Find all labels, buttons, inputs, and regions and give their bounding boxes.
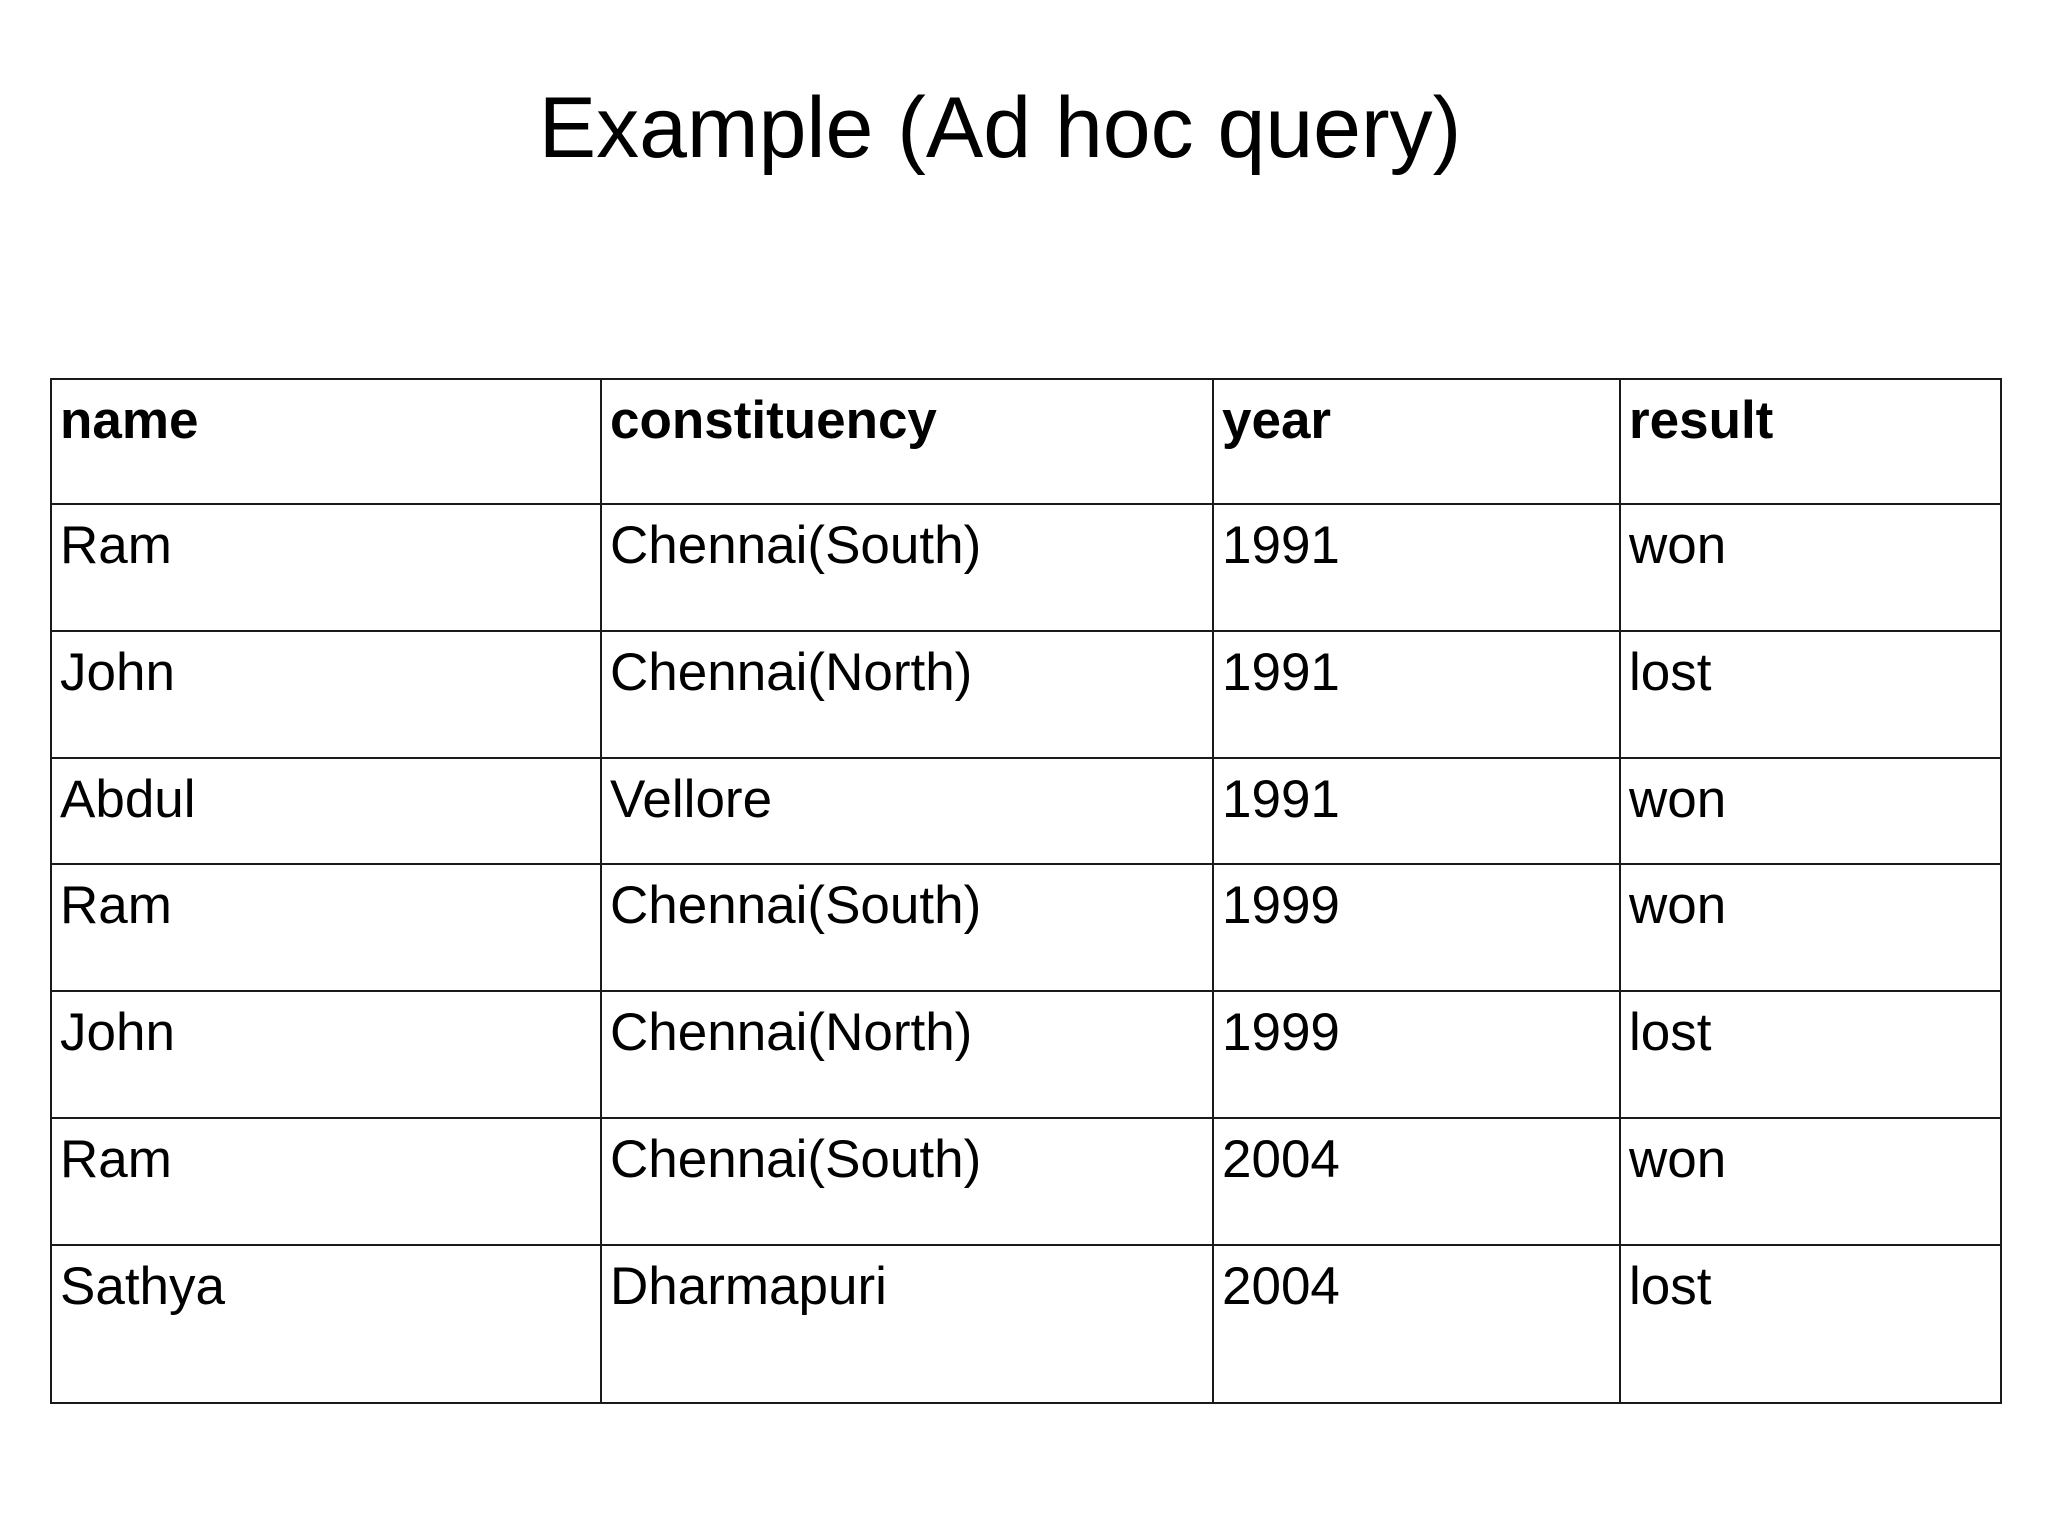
cell-result: won <box>1620 1118 2001 1245</box>
table-row <box>51 1245 2001 1403</box>
table-header-row <box>51 379 2001 504</box>
cell-year: 1991 <box>1213 504 1620 631</box>
cell-name: Ram <box>51 1118 601 1245</box>
cell-year: 1991 <box>1213 631 1620 758</box>
cell-result: lost <box>1620 631 2001 758</box>
table-row <box>51 991 2001 1118</box>
cell-result: won <box>1620 504 2001 631</box>
election-results-table <box>50 378 2002 1404</box>
table-row <box>51 504 2001 631</box>
cell-name: Sathya <box>51 1245 601 1403</box>
cell-year: 2004 <box>1213 1118 1620 1245</box>
cell-result: won <box>1620 758 2001 864</box>
cell-name: John <box>51 631 601 758</box>
column-header-constituency: constituency <box>601 379 1213 504</box>
table-row <box>51 864 2001 991</box>
cell-result: won <box>1620 864 2001 991</box>
cell-result: lost <box>1620 991 2001 1118</box>
slide-title: Example (Ad hoc query) <box>538 80 1462 176</box>
cell-constituency: Dharmapuri <box>601 1245 1213 1403</box>
table-row <box>51 758 2001 864</box>
cell-constituency: Chennai(North) <box>601 991 1213 1118</box>
cell-result: lost <box>1620 1245 2001 1403</box>
cell-constituency: Chennai(South) <box>601 1118 1213 1245</box>
cell-name: Ram <box>51 504 601 631</box>
table-row <box>51 1118 2001 1245</box>
cell-year: 1999 <box>1213 991 1620 1118</box>
cell-name: Abdul <box>51 758 601 864</box>
column-header-year: year <box>1213 379 1620 504</box>
cell-constituency: Chennai(South) <box>601 864 1213 991</box>
cell-year: 1991 <box>1213 758 1620 864</box>
column-header-result: result <box>1620 379 2001 504</box>
cell-constituency: Chennai(South) <box>601 504 1213 631</box>
column-header-name: name <box>51 379 601 504</box>
cell-constituency: Chennai(North) <box>601 631 1213 758</box>
cell-year: 1999 <box>1213 864 1620 991</box>
cell-name: John <box>51 991 601 1118</box>
cell-constituency: Vellore <box>601 758 1213 864</box>
cell-name: Ram <box>51 864 601 991</box>
cell-year: 2004 <box>1213 1245 1620 1403</box>
table-row <box>51 631 2001 758</box>
